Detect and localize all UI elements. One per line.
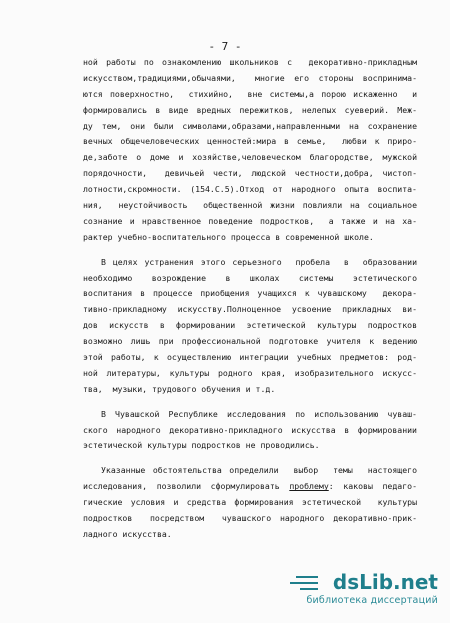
text-line: лотности,скромности. (154.С.5).Отход от народного опыта воспита- [83, 184, 417, 195]
paragraph [83, 407, 417, 455]
paragraph [83, 55, 417, 246]
watermark-subtitle: библиотека диссертаций [306, 595, 438, 606]
text-span: исследования, позволили сформулировать [83, 481, 290, 492]
text-line: ду тем, они были символами,образами,направленными на сохранение [83, 120, 417, 131]
watermark-logo: dsLib.net [332, 570, 438, 594]
text-line: ладного искусства. [83, 528, 172, 539]
text-line: воспитания в процессе приобщения учащихся к чувашскому декора- [83, 288, 417, 299]
text-line: ются поверхностно, стихийно, вне системы,а порою искаженно и [83, 88, 417, 99]
text-line: Указанные обстоятельства определили выбор темы настоящего [101, 465, 417, 476]
paragraph [83, 255, 417, 398]
text-line: В Чувашской Республике исследования по использованию чуваш- [101, 408, 417, 419]
text-line: де,заботе о доме и хозяйстве,человеческом благородстве, мужской [83, 152, 417, 163]
paragraph [83, 463, 417, 542]
text-line: этой работы, к осуществлению интеграции учебных предметов: род- [83, 352, 417, 363]
text-line: В целях устранения этого серьезного пробела в образовании [101, 256, 417, 267]
text-line: сознание и нравственное поведение подростков, а также и на ха- [83, 215, 417, 226]
text-line: необходимо возрождение в школах системы эстетического [83, 272, 417, 283]
text-line: ной работы по ознакомлению школьников с декоративно-прикладным [83, 57, 417, 67]
text-line: ной литературы, культуры родного края, изобразительного искусс- [83, 367, 417, 378]
text-line: ского народного декоративно-прикладного искусства в формировании [83, 424, 417, 435]
text-line: гические условия и средства формирования эстетической культуры [83, 497, 417, 508]
text-span: : каковы педаго- [328, 481, 417, 492]
text-line: тва, музыки, трудового обучения и т.д. [83, 383, 276, 394]
page-number: - 7 - [208, 40, 242, 53]
text-line: рактер учебно-воспитательного процесса в современной школе. [83, 231, 374, 242]
text-line: тивно-прикладному искусству.Полноценное усвоение прикладных ви- [83, 304, 417, 315]
watermark [288, 569, 438, 609]
speed-lines-icon [290, 573, 318, 593]
text-line: вечных общечеловеческих ценностей:мира в семье, любви к приро- [83, 136, 417, 147]
text-line: ния, неустойчивость общественной жизни повлияли на социальное [83, 200, 417, 211]
text-line [83, 479, 417, 495]
text-line: формировались в виде вредных пережитков, нелепых суеверий. Меж- [83, 104, 417, 115]
text-line: эстетической культуры подростков не проводились. [83, 440, 320, 451]
body-text [83, 55, 417, 543]
text-line: порядочности, девичьей чести, людской честности,добра, чистоп- [83, 168, 417, 179]
text-line: возможно лишь при профессиональной подготовке учителя к ведению [83, 336, 417, 347]
text-line: подростков посредством чувашского народного декоративно-прик- [83, 513, 417, 524]
text-line: дов искусств в формировании эстетической культуры подростков [83, 320, 417, 331]
underlined-term: проблему [289, 481, 329, 492]
text-line: искусством,традициями,обычаями, многие его стороны воспринима- [83, 72, 417, 83]
